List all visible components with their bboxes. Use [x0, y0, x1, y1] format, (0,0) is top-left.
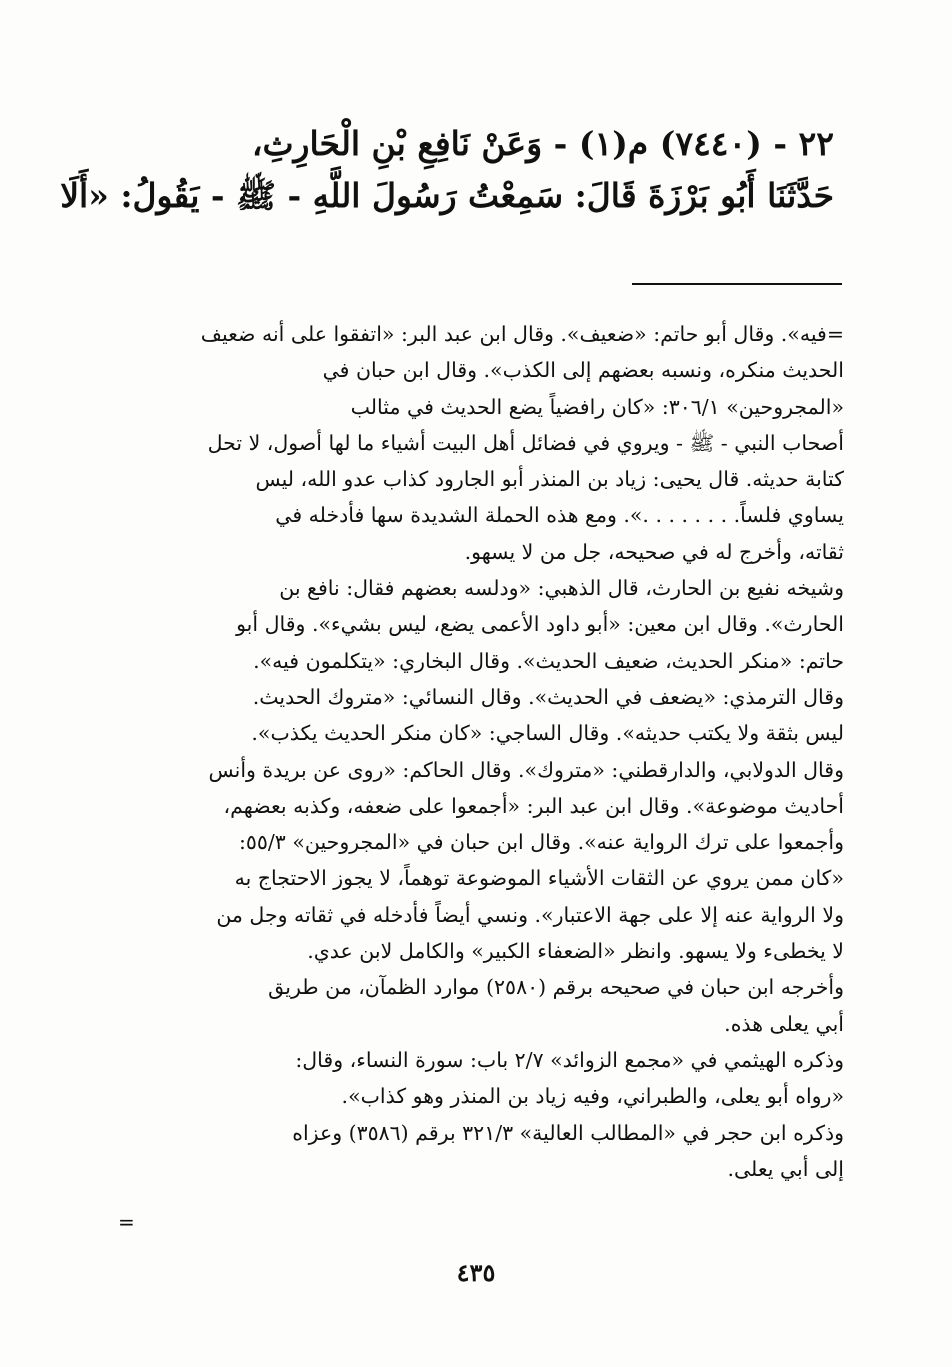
hadith-line-1: ٢٢ - (٧٤٤٠) م(١) - وَعَنْ نَافِعِ بْنِ الْحَارِثِ، — [251, 124, 834, 163]
footnote-line: وأخرجه ابن حبان في صحيحه برقم (٢٥٨٠) موارد الظمآن، من طريق — [268, 975, 844, 1000]
footnote-line: «كان ممن يروي عن الثقات الأشياء الموضوعة توهماً، لا يجوز الاحتجاج به — [234, 866, 844, 891]
page-number: ٤٣٥ — [456, 1258, 496, 1287]
footnote-line: يساوي فلساً. . . . . . . .». ومع هذه الحملة الشديدة سها فأدخله في — [275, 503, 844, 528]
footnote-line: كتابة حديثه. قال يحيى: زياد بن المنذر أبو الجارود كذاب عدو الله، ليس — [255, 467, 844, 492]
footnote-line: «رواه أبو يعلى، والطبراني، وفيه زياد بن المنذر وهو كذاب». — [341, 1084, 844, 1109]
footnote-line: ولا الرواية عنه إلا على جهة الاعتبار». ونسي أيضاً فأدخله في ثقاته وجل من — [216, 902, 844, 927]
footnote-line: ثقاته، وأخرج له في صحيحه، جل من لا يسهو. — [464, 539, 844, 564]
footnote-line: لا يخطىء ولا يسهو. وانظر «الضعفاء الكبير» والكامل لابن عدي. — [307, 939, 844, 964]
footnote-line: الحديث منكره، ونسبه بعضهم إلى الكذب». وقال ابن حبان في — [322, 358, 844, 383]
footnote-line: أصحاب النبي - ﷺ - ويروي في فضائل أهل البيت أشياء ما لها أصول، لا تحل — [207, 430, 844, 455]
footnote-line: إلى أبي يعلى. — [727, 1156, 844, 1181]
footnote-line: وأجمعوا على ترك الرواية عنه». وقال ابن حبان في «المجروحين» ٥٥/٣: — [238, 830, 844, 855]
footnote-line: ليس بثقة ولا يكتب حديثه». وقال الساجي: «كان منكر الحديث يكذب». — [251, 721, 844, 746]
footnote-line: وقال الترمذي: «يضعف في الحديث». وقال النسائي: «متروك الحديث. — [252, 684, 844, 709]
footnote-line: وقال الدولابي، والدارقطني: «متروك». وقال الحاكم: «روى عن بريدة وأنس — [208, 757, 844, 782]
footnote-line: «المجروحين» ٣٠٦/١: «كان رافضياً يضع الحديث في مثالب — [350, 394, 844, 419]
footnote-line: أبي يعلى هذه. — [724, 1011, 844, 1036]
footnote-line: الحارث». وقال ابن معين: «أبو داود الأعمى يضع، ليس بشيء». وقال أبو — [236, 612, 844, 637]
footnote-line: وذكره الهيثمي في «مجمع الزوائد» ٢/٧ باب: سورة النساء، وقال: — [295, 1047, 844, 1072]
footnote-line: =فيه». وقال أبو حاتم: «ضعيف». وقال ابن عبد البر: «اتفقوا على أنه ضعيف — [200, 322, 844, 346]
footnote-line: وذكره ابن حجر في «المطالب العالية» ٣٢١/٣ برقم (٣٥٨٦) وعزاه — [292, 1120, 844, 1145]
continuation-mark: = — [118, 1210, 135, 1234]
footnote-line: أحاديث موضوعة». وقال ابن عبد البر: «أجمعوا على ضعفه، وكذبه بعضهم، — [223, 793, 844, 818]
footnote-line: وشيخه نفيع بن الحارث، قال الذهبي: «ودلسه بعضهم فقال: نافع بن — [279, 576, 844, 601]
footnotes — [144, 316, 844, 1187]
footnote-separator — [632, 283, 842, 285]
hadith-text — [60, 118, 834, 222]
footnote-line: حاتم: «منكر الحديث، ضعيف الحديث». وقال البخاري: «يتكلمون فيه». — [253, 648, 844, 673]
hadith-line-2: حَدَّثَنَا أَبُو بَرْزَةَ قَالَ: سَمِعْتُ رَسُولَ اللَّهِ - ﷺ - يَقُولُ: «أَلَا — [60, 176, 834, 215]
